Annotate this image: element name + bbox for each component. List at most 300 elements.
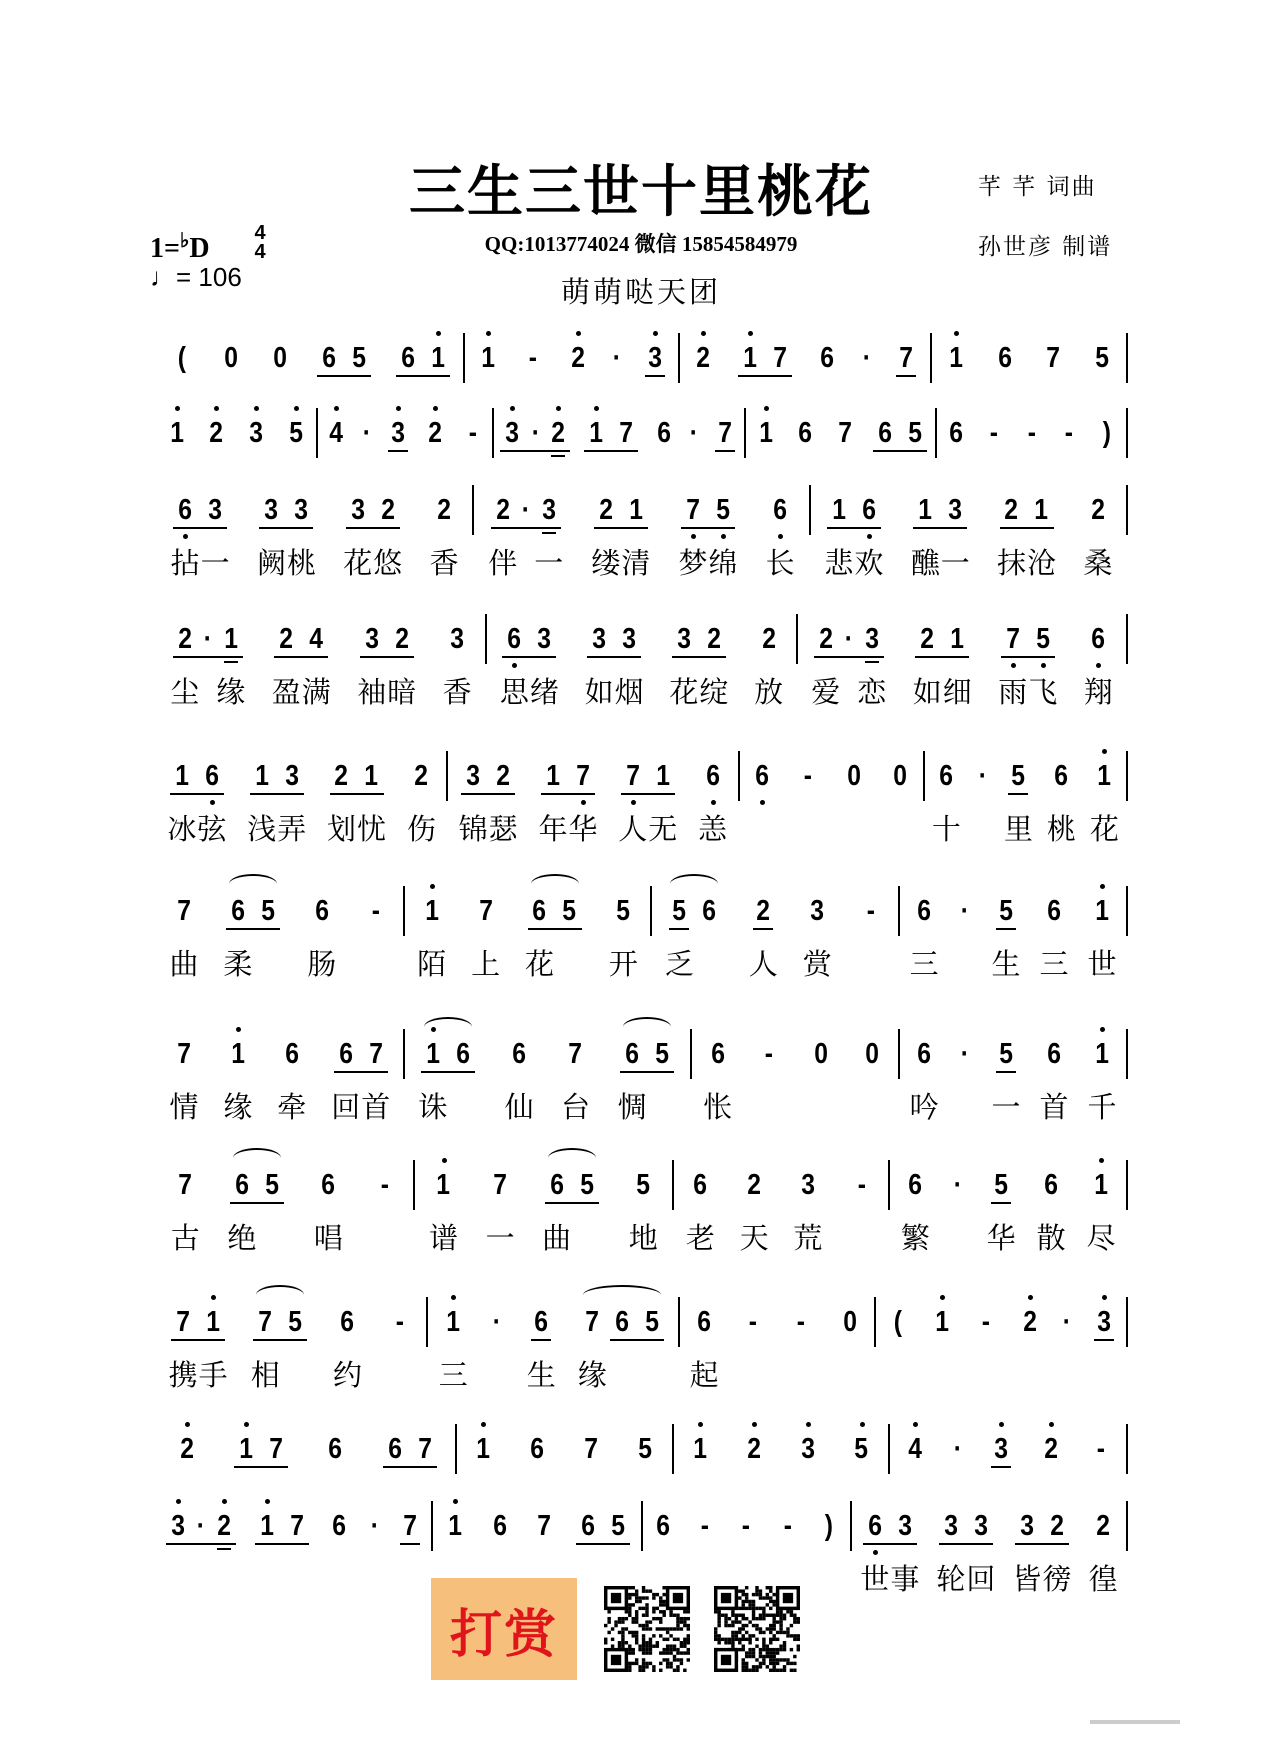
note-value: 1 <box>629 493 643 526</box>
note-value: · <box>531 416 540 449</box>
measure <box>487 614 798 709</box>
note-value: 2 <box>1044 1432 1058 1465</box>
note-value: 1 <box>259 1509 274 1542</box>
note-value: 6 <box>284 1037 299 1070</box>
parenthesis <box>167 333 197 383</box>
note <box>321 408 351 458</box>
measure <box>465 333 680 383</box>
high-octave-dot <box>214 406 219 411</box>
lyric: 诛 <box>418 1090 448 1124</box>
lyric: 回 <box>966 1562 996 1596</box>
note-value: 1 <box>206 1305 220 1338</box>
measure <box>890 1160 1128 1255</box>
beam-group <box>488 485 564 580</box>
note <box>1083 485 1113 580</box>
measure <box>157 751 448 846</box>
dash <box>856 886 886 936</box>
lyric: 乏 <box>664 947 694 981</box>
note-value: · <box>370 1509 379 1542</box>
note <box>1039 1029 1069 1124</box>
note <box>664 886 694 981</box>
note <box>640 333 670 383</box>
lyric: 划 <box>327 812 357 846</box>
high-octave-dot <box>698 1422 703 1427</box>
score-row <box>157 485 1128 580</box>
note <box>1012 1501 1042 1596</box>
lyric: 一 <box>940 546 970 580</box>
high-octave-dot <box>430 884 435 889</box>
beam-group <box>458 751 518 846</box>
note-value: - <box>796 1305 806 1338</box>
note-value: · <box>954 1432 963 1465</box>
qr-code-icon[interactable] <box>604 1586 690 1672</box>
note-value: 6 <box>1091 622 1106 655</box>
note-value: 2 <box>380 493 395 526</box>
dash <box>731 1501 761 1551</box>
beam-group <box>573 1501 633 1551</box>
note <box>966 1501 996 1596</box>
lyric: 开 <box>608 947 638 981</box>
lyric: 三 <box>1039 947 1069 981</box>
low-octave-dot <box>721 534 726 539</box>
low-octave-dot <box>873 1550 878 1555</box>
measure <box>925 751 1128 846</box>
note <box>534 485 564 580</box>
note <box>986 1424 1016 1474</box>
note-value: · <box>197 1509 206 1542</box>
dash <box>1086 1424 1116 1474</box>
note <box>618 751 648 846</box>
note-value: 1 <box>239 1432 253 1465</box>
note-value: 7 <box>585 1305 600 1338</box>
note-value: 5 <box>616 894 631 927</box>
note-value: 3 <box>948 493 963 526</box>
note-value: 5 <box>1094 341 1109 374</box>
note <box>282 1501 312 1551</box>
note <box>648 751 678 846</box>
beam-group <box>327 751 387 846</box>
note-value: 1 <box>254 759 269 792</box>
lyric: 花 <box>343 546 373 580</box>
note-value: 7 <box>1005 622 1020 655</box>
note <box>572 1160 602 1210</box>
note <box>647 1029 677 1079</box>
note <box>313 1160 343 1255</box>
underline <box>645 375 665 377</box>
note-value: 3 <box>944 1509 958 1542</box>
note-value: 1 <box>448 1509 463 1542</box>
note <box>200 485 230 580</box>
note <box>1039 886 1069 981</box>
beam-group <box>252 1501 312 1551</box>
slur-group <box>617 1029 677 1124</box>
note <box>710 408 740 458</box>
note-value: 7 <box>1046 341 1061 374</box>
lyric: 年 <box>538 812 568 846</box>
note <box>301 614 331 709</box>
note <box>1003 751 1033 846</box>
dot <box>1059 1297 1075 1347</box>
lyric: 悠 <box>373 546 403 580</box>
measure <box>937 408 1128 458</box>
note-value: 7 <box>478 894 493 927</box>
beam-group <box>357 614 417 709</box>
note <box>170 1160 200 1255</box>
score-row <box>157 1424 1128 1474</box>
lyric: 欢 <box>854 546 884 580</box>
note-value: · <box>960 894 970 927</box>
note <box>708 485 738 580</box>
note <box>1087 1029 1117 1124</box>
lyric: 恙 <box>698 812 728 846</box>
note <box>497 408 527 458</box>
lyric: 怅 <box>703 1090 733 1124</box>
high-octave-dot <box>860 1422 865 1427</box>
dash <box>361 886 391 936</box>
lyric: 徨 <box>1088 1562 1118 1596</box>
note <box>735 333 765 383</box>
lyric: 世 <box>1087 947 1117 981</box>
note <box>324 1501 354 1551</box>
measure <box>157 886 405 981</box>
note <box>499 614 529 709</box>
note-value: 1 <box>431 341 446 374</box>
low-octave-dot <box>210 800 215 805</box>
flat-symbol: ♭ <box>179 230 190 252</box>
note-value: 7 <box>417 1432 432 1465</box>
lyric: 事 <box>890 1562 920 1596</box>
high-octave-dot <box>940 1295 945 1300</box>
lyric: 尽 <box>1086 1221 1116 1255</box>
score-row <box>157 333 1128 383</box>
lyric: 华 <box>568 812 598 846</box>
dash <box>847 1160 877 1210</box>
note <box>344 333 374 383</box>
high-octave-dot <box>764 406 769 411</box>
lyric: 放 <box>754 675 784 709</box>
note <box>526 1297 556 1392</box>
slur-group <box>250 1297 310 1392</box>
note-value: 5 <box>579 1168 594 1201</box>
note <box>1087 886 1117 981</box>
note-value: 5 <box>999 1037 1013 1070</box>
note <box>790 408 820 458</box>
measure <box>674 1424 891 1474</box>
note-value: 3 <box>249 416 263 449</box>
lyric: 缕 <box>591 546 621 580</box>
score-row <box>157 1029 1128 1124</box>
lyric: 古 <box>170 1221 200 1255</box>
note <box>699 614 729 709</box>
note-value: 2 <box>1023 1305 1037 1338</box>
lyric: 一 <box>200 546 230 580</box>
beam-group <box>168 1297 228 1392</box>
high-octave-dot <box>913 1422 918 1427</box>
note-value: 1 <box>436 1168 451 1201</box>
note <box>201 408 231 458</box>
lyric: 陌 <box>417 947 447 981</box>
note <box>223 886 253 981</box>
note-value: 3 <box>592 622 606 655</box>
note-value: 6 <box>507 622 522 655</box>
measure <box>852 1501 1128 1596</box>
note-value: 1 <box>758 416 773 449</box>
note-value: 3 <box>994 1432 1009 1465</box>
note-value: 7 <box>625 759 640 792</box>
beam-group <box>998 614 1058 709</box>
lyric: 起 <box>689 1358 719 1392</box>
measure <box>415 1160 673 1255</box>
measure <box>643 1501 852 1551</box>
note <box>393 333 423 383</box>
note <box>739 1424 769 1474</box>
watermark <box>1090 1720 1180 1724</box>
beam-group <box>497 408 573 458</box>
measure <box>405 886 653 981</box>
note <box>991 886 1021 981</box>
lyric: 散 <box>1036 1221 1066 1255</box>
note <box>637 1297 667 1347</box>
underline <box>400 1543 420 1545</box>
low-octave-dot <box>183 534 188 539</box>
note-value: 1 <box>950 622 965 655</box>
lyricist-credit: 芊 芊 词曲 <box>978 174 1097 200</box>
note-value: 5 <box>1011 759 1026 792</box>
score-row <box>157 614 1128 709</box>
note <box>1046 751 1076 846</box>
lyric: 地 <box>628 1221 658 1255</box>
low-octave-dot <box>867 534 872 539</box>
note-value: · <box>362 416 372 449</box>
note-value: 3 <box>800 1432 815 1465</box>
measure <box>680 1297 876 1392</box>
note <box>669 614 699 709</box>
dot <box>527 408 543 458</box>
underline <box>531 1339 551 1341</box>
dot <box>950 1160 966 1210</box>
lyric: 绵 <box>708 546 738 580</box>
beam-group <box>167 751 227 846</box>
lyric: 一 <box>534 546 564 580</box>
note <box>940 485 970 580</box>
note-value: - <box>528 341 538 374</box>
lyric: 轮 <box>936 1562 966 1596</box>
note-value: 6 <box>455 1037 470 1070</box>
meter-bottom: 4 <box>254 241 266 263</box>
low-octave-dot <box>1096 663 1101 668</box>
high-octave-dot <box>701 331 706 336</box>
note-value: 2 <box>1096 1509 1110 1542</box>
note-value: 5 <box>261 894 275 927</box>
lyric: 桃 <box>1046 812 1076 846</box>
note-value: 0 <box>273 341 287 374</box>
lyric: 悲 <box>824 546 854 580</box>
note-value: 0 <box>842 1305 857 1338</box>
measure <box>890 1424 1128 1474</box>
measure <box>157 1160 415 1255</box>
note-value: 5 <box>288 1305 303 1338</box>
note-value: 5 <box>264 1168 279 1201</box>
beam-group <box>607 1297 667 1347</box>
lyric: 桃 <box>286 546 316 580</box>
note <box>320 1424 350 1474</box>
note <box>941 333 971 383</box>
measure <box>157 485 474 580</box>
note-value: - <box>748 1305 757 1338</box>
note <box>529 1501 559 1551</box>
measure <box>932 333 1128 383</box>
note-value: 2 <box>599 493 613 526</box>
note-value: 7 <box>717 416 732 449</box>
note <box>1036 1160 1066 1255</box>
dash <box>370 1160 400 1210</box>
note <box>857 1029 887 1079</box>
note <box>648 1501 678 1551</box>
measure <box>157 408 318 458</box>
note-value: 2 <box>394 622 409 655</box>
high-octave-dot <box>244 1422 249 1427</box>
note-value: 6 <box>549 1168 564 1201</box>
note <box>830 408 860 458</box>
note <box>824 485 854 580</box>
note <box>429 485 459 580</box>
note <box>561 1029 591 1124</box>
underline <box>996 928 1016 930</box>
note <box>216 333 246 383</box>
note-value: 6 <box>314 894 329 927</box>
note-value: 1 <box>832 493 846 526</box>
lyric: 瑟 <box>488 812 518 846</box>
note-value: 6 <box>867 1509 882 1542</box>
note-value: 3 <box>800 1168 815 1201</box>
note-value: 3 <box>648 341 662 374</box>
high-octave-dot <box>436 331 441 336</box>
note-value: 2 <box>551 416 566 449</box>
note <box>357 614 387 709</box>
note-value: · <box>960 1037 970 1070</box>
note-value: 3 <box>537 622 552 655</box>
low-octave-dot <box>711 800 716 805</box>
note <box>854 485 884 580</box>
note-value: 7 <box>619 416 633 449</box>
note-value: - <box>700 1509 709 1542</box>
key-note: D <box>189 233 210 264</box>
low-octave-dot <box>512 663 517 668</box>
lyric: 曲 <box>169 947 199 981</box>
note-value: - <box>857 1168 866 1201</box>
note-value: 2 <box>818 622 833 655</box>
note-value: 4 <box>329 416 344 449</box>
high-octave-dot <box>752 1422 757 1427</box>
lyric: 世 <box>860 1562 890 1596</box>
note-value: 6 <box>1044 1168 1058 1201</box>
note-value: - <box>380 1168 390 1201</box>
note-value: 3 <box>864 622 879 655</box>
note <box>257 1160 287 1210</box>
note <box>420 408 450 458</box>
note-value: 3 <box>466 759 481 792</box>
dot <box>359 408 375 458</box>
note-value: 7 <box>368 1037 383 1070</box>
note <box>387 614 417 709</box>
lyric: 细 <box>942 675 972 709</box>
note <box>891 333 921 383</box>
note <box>910 485 940 580</box>
note-value: - <box>1065 416 1074 449</box>
slur-group <box>542 1160 602 1255</box>
dot <box>841 614 857 664</box>
note-value: 1 <box>743 341 757 374</box>
note-value: 5 <box>716 493 730 526</box>
lyric: 绝 <box>227 1221 257 1255</box>
high-octave-dot <box>222 1499 227 1504</box>
lyric: 十 <box>931 812 961 846</box>
performer-name: 萌萌哒天团 <box>560 275 721 309</box>
note <box>607 1297 637 1347</box>
qr-code-icon[interactable] <box>714 1586 800 1672</box>
note-value: 7 <box>176 1305 190 1338</box>
dash <box>458 408 488 458</box>
beam-group <box>584 614 644 709</box>
note-value: - <box>371 894 380 927</box>
beam-group <box>936 1501 996 1596</box>
lyric: 皆 <box>1012 1562 1042 1596</box>
note-value: 5 <box>654 1037 669 1070</box>
underline <box>217 1548 231 1550</box>
beam-group <box>231 1424 291 1474</box>
lyric: 浅 <box>247 812 277 846</box>
note-value: 3 <box>284 759 299 792</box>
note <box>998 614 1028 709</box>
note-value: 7 <box>686 493 700 526</box>
dash <box>793 751 823 801</box>
note-value: 1 <box>1094 1168 1108 1201</box>
note <box>912 614 942 709</box>
note <box>440 1501 470 1551</box>
note-value: 1 <box>1034 493 1049 526</box>
measure <box>900 886 1128 981</box>
underline <box>991 1202 1011 1204</box>
lyric: 唱 <box>313 1221 343 1255</box>
low-octave-dot <box>760 800 765 805</box>
note <box>739 1160 769 1255</box>
lyric: 上 <box>471 947 501 981</box>
lyric: 约 <box>332 1358 362 1392</box>
beam-group <box>331 1029 391 1124</box>
note <box>581 408 611 458</box>
note-value: 5 <box>908 416 922 449</box>
underline <box>224 661 238 663</box>
note-value: 3 <box>350 493 365 526</box>
note <box>250 1297 280 1392</box>
note <box>488 751 518 846</box>
note-value: 5 <box>352 341 367 374</box>
note-value: 6 <box>178 493 193 526</box>
note-value: 1 <box>1097 759 1112 792</box>
note-value: 7 <box>584 1432 598 1465</box>
note-value: 1 <box>693 1432 708 1465</box>
lyric: 香 <box>429 546 459 580</box>
note <box>555 886 585 936</box>
lyric: 首 <box>361 1090 391 1124</box>
reward-badge[interactable]: 打赏 <box>431 1578 577 1680</box>
note <box>504 1029 534 1124</box>
note <box>423 333 453 383</box>
dot <box>859 333 875 383</box>
lyric: 回 <box>331 1090 361 1124</box>
beam-group <box>910 485 970 580</box>
note-value: 7 <box>178 1168 193 1201</box>
